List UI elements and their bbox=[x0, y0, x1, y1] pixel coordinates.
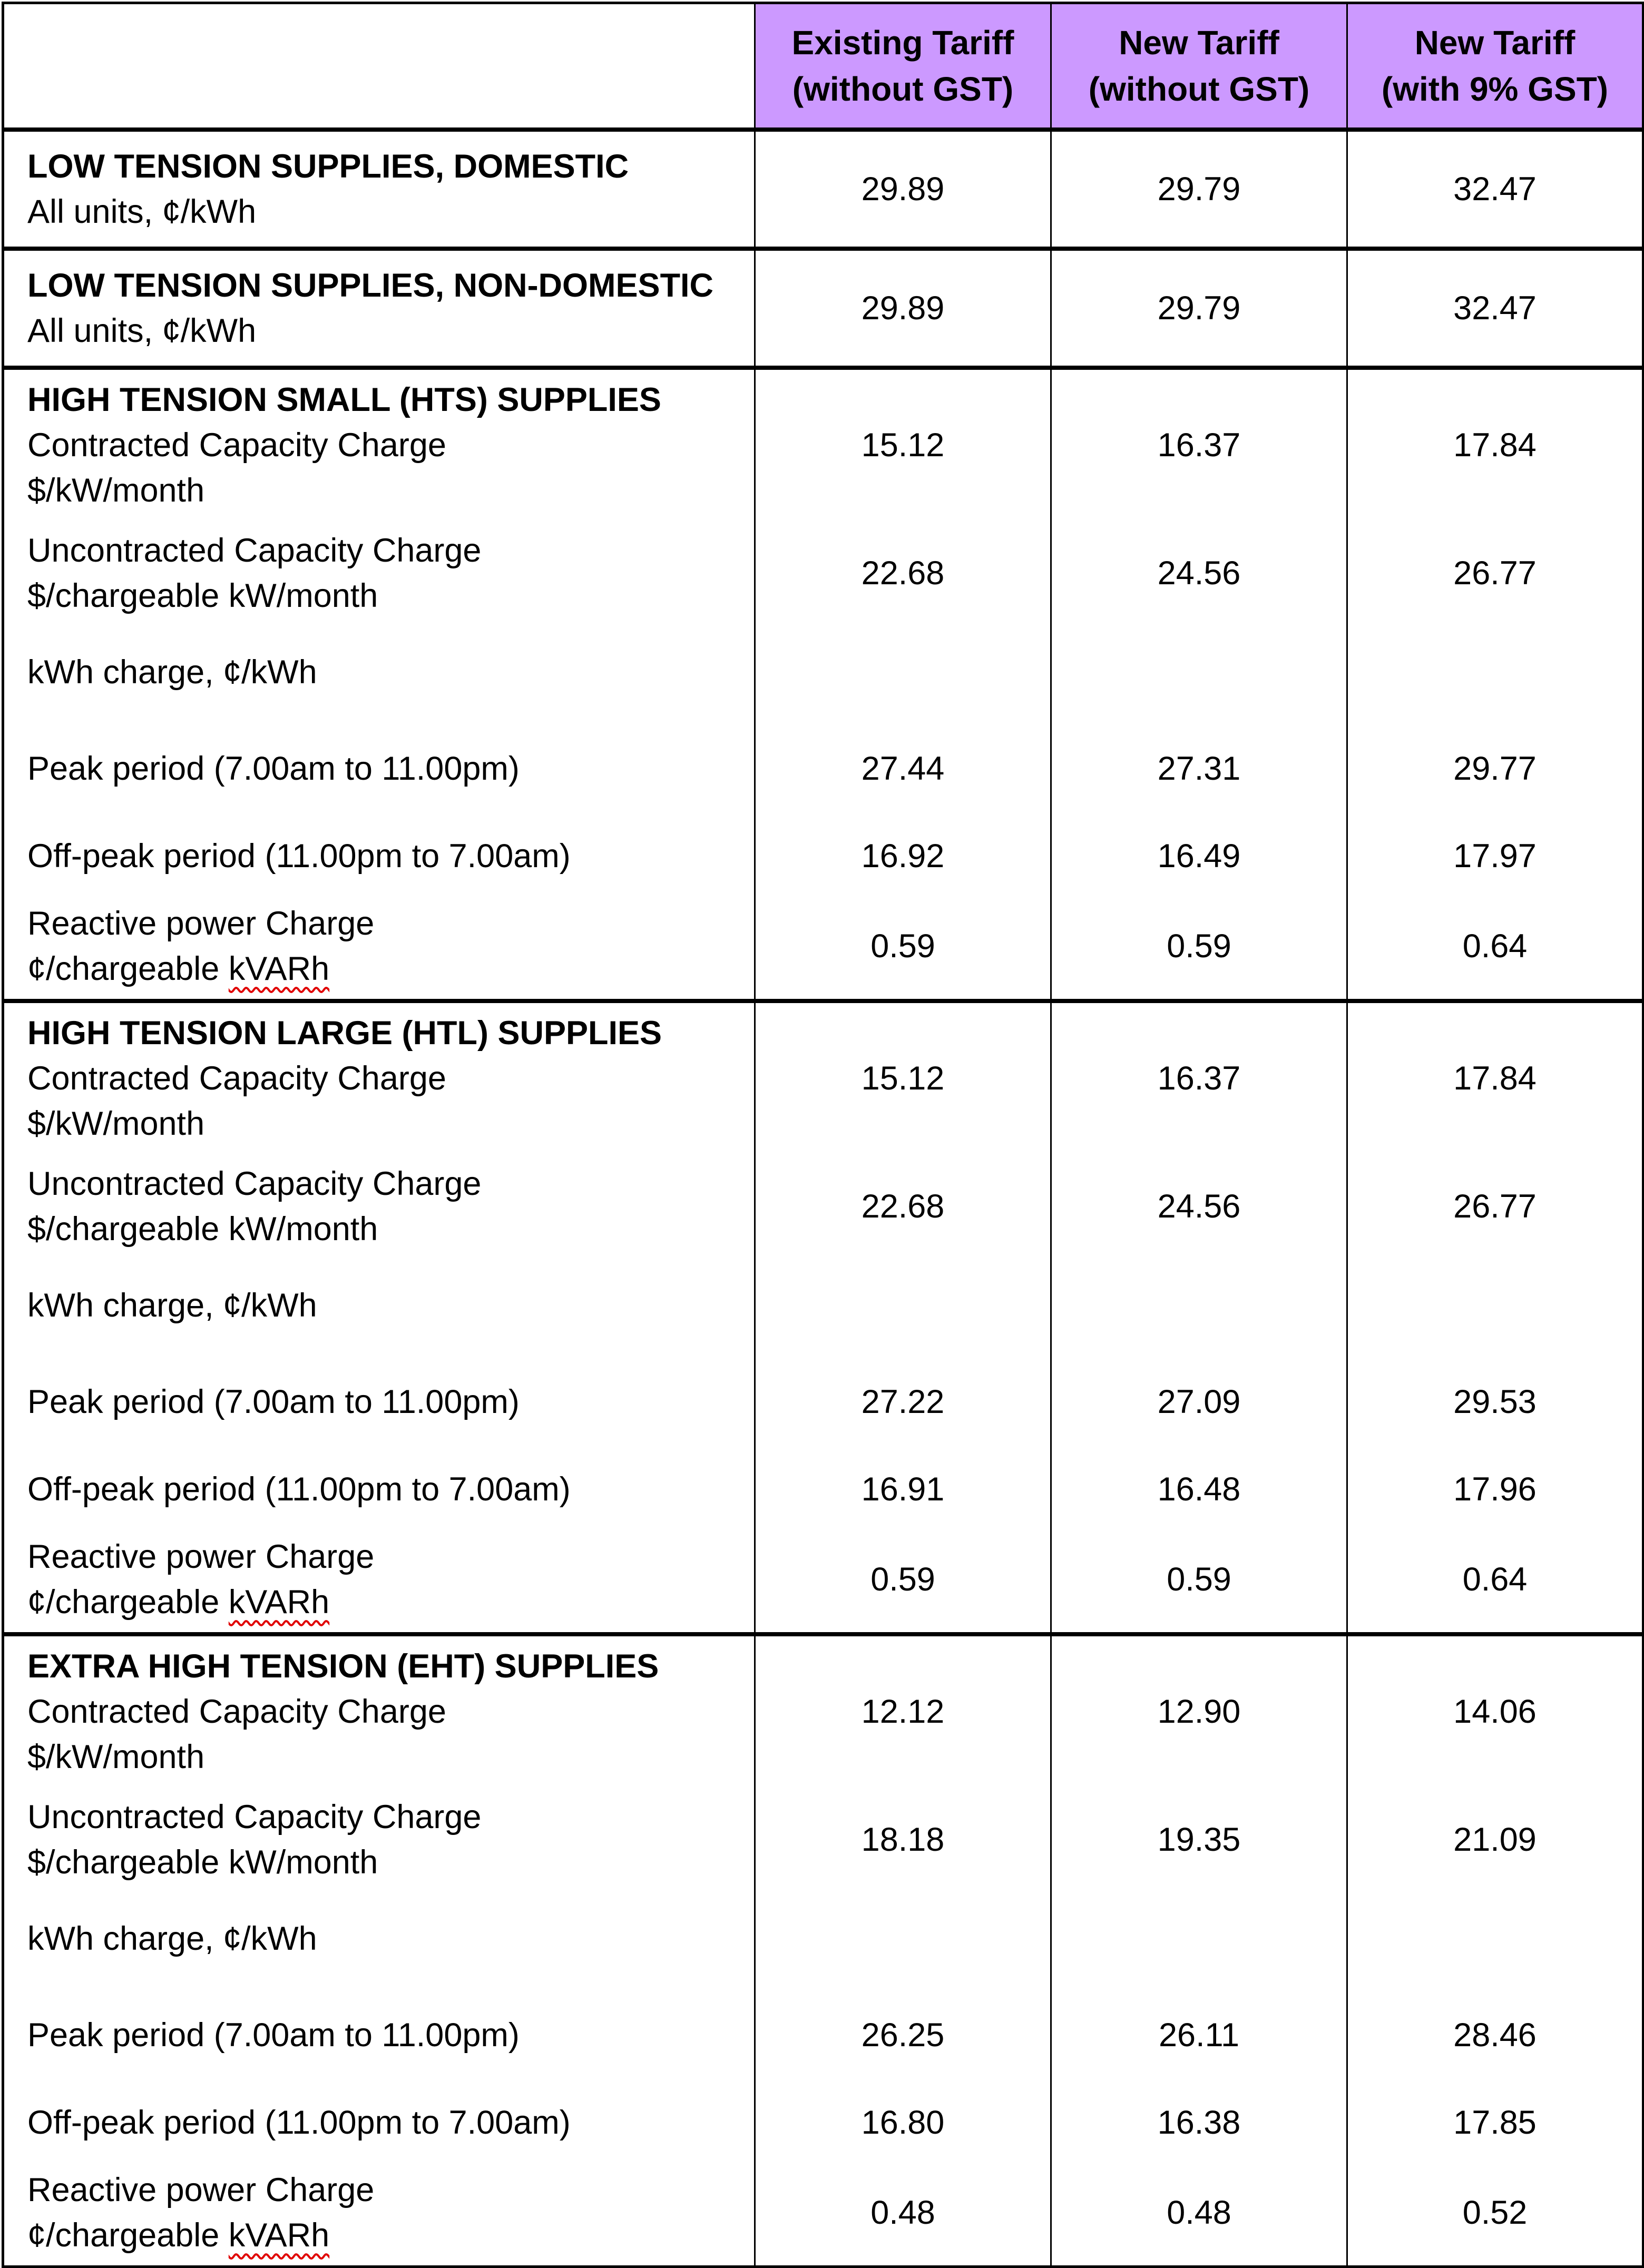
row-label-cell bbox=[3, 1259, 755, 1352]
row-unit: All units, ¢/kWh bbox=[27, 312, 257, 349]
value-cell: 17.85 bbox=[1347, 2085, 1643, 2160]
spellcheck-underline: kVARh bbox=[228, 950, 330, 987]
value-cell bbox=[1347, 626, 1643, 719]
value-cell: 16.37 bbox=[1051, 1001, 1347, 1154]
row-label: Contracted Capacity Charge bbox=[27, 426, 446, 464]
row-hts-uncontracted bbox=[3, 521, 1643, 626]
value-cell: 0.64 bbox=[1347, 1527, 1643, 1634]
row-label-cell bbox=[3, 819, 755, 894]
row-label: Reactive power Charge bbox=[27, 2171, 375, 2208]
row-unit: $/chargeable kW/month bbox=[27, 1210, 378, 1248]
row-eht-kwh-heading bbox=[3, 1892, 1643, 1985]
row-label: kWh charge, ¢/kWh bbox=[27, 1287, 317, 1324]
value-cell: 12.12 bbox=[755, 1634, 1051, 1787]
row-label-cell bbox=[3, 719, 755, 819]
header-line-2: (without GST) bbox=[792, 70, 1014, 108]
value-cell bbox=[1347, 1259, 1643, 1352]
row-eht-peak bbox=[3, 1985, 1643, 2085]
row-label: Reactive power Charge bbox=[27, 1538, 375, 1575]
header-line-1: Existing Tariff bbox=[791, 23, 1014, 62]
value-cell bbox=[755, 1259, 1051, 1352]
row-label-cell bbox=[3, 1154, 755, 1259]
row-hts-kwh-heading bbox=[3, 626, 1643, 719]
value-cell bbox=[1347, 1892, 1643, 1985]
value-cell: 29.79 bbox=[1051, 249, 1347, 368]
value-cell: 22.68 bbox=[755, 1154, 1051, 1259]
value-cell: 16.91 bbox=[755, 1452, 1051, 1527]
row-unit: ¢/chargeable kVARh bbox=[27, 1583, 330, 1621]
value-cell: 0.48 bbox=[1051, 2160, 1347, 2267]
row-unit: $/kW/month bbox=[27, 472, 205, 509]
row-eht-contracted bbox=[3, 1634, 1643, 1787]
row-label-cell bbox=[3, 1634, 755, 1787]
row-label: Peak period (7.00am to 11.00pm) bbox=[27, 750, 520, 787]
value-cell: 29.53 bbox=[1347, 1352, 1643, 1452]
row-hts-peak bbox=[3, 719, 1643, 819]
row-unit: $/chargeable kW/month bbox=[27, 1843, 378, 1881]
row-label: Peak period (7.00am to 11.00pm) bbox=[27, 2016, 520, 2054]
value-cell: 27.22 bbox=[755, 1352, 1051, 1452]
row-label-cell bbox=[3, 1527, 755, 1634]
value-cell: 24.56 bbox=[1051, 1154, 1347, 1259]
value-cell: 26.77 bbox=[1347, 1154, 1643, 1259]
value-cell: 0.59 bbox=[755, 894, 1051, 1001]
value-cell: 26.25 bbox=[755, 1985, 1051, 2085]
value-cell: 16.37 bbox=[1051, 368, 1347, 521]
row-label: Reactive power Charge bbox=[27, 905, 375, 942]
section-title: HIGH TENSION LARGE (HTL) SUPPLIES bbox=[27, 1014, 662, 1052]
value-cell: 0.48 bbox=[755, 2160, 1051, 2267]
value-cell: 0.52 bbox=[1347, 2160, 1643, 2267]
document-page bbox=[0, 2, 1644, 2254]
value-cell: 27.09 bbox=[1051, 1352, 1347, 1452]
value-cell: 17.84 bbox=[1347, 1001, 1643, 1154]
value-cell: 19.35 bbox=[1051, 1787, 1347, 1892]
row-eht-reactive bbox=[3, 2160, 1643, 2267]
row-label-cell bbox=[3, 2085, 755, 2160]
value-cell: 17.84 bbox=[1347, 368, 1643, 521]
value-cell: 29.77 bbox=[1347, 719, 1643, 819]
value-cell: 26.77 bbox=[1347, 521, 1643, 626]
value-cell: 26.11 bbox=[1051, 1985, 1347, 2085]
row-label: Off-peak period (11.00pm to 7.00am) bbox=[27, 2104, 571, 2141]
row-label: Contracted Capacity Charge bbox=[27, 1693, 446, 1730]
row-htl-uncontracted bbox=[3, 1154, 1643, 1259]
row-label-cell bbox=[3, 626, 755, 719]
header-existing-tariff bbox=[755, 3, 1051, 130]
value-cell bbox=[1051, 1892, 1347, 1985]
row-unit: ¢/chargeable kVARh bbox=[27, 950, 330, 987]
row-label: Uncontracted Capacity Charge bbox=[27, 1798, 482, 1835]
value-cell: 0.64 bbox=[1347, 894, 1643, 1001]
corner-cell bbox=[3, 3, 755, 130]
row-label: kWh charge, ¢/kWh bbox=[27, 1920, 317, 1957]
row-unit: $/kW/month bbox=[27, 1738, 205, 1775]
row-label: Peak period (7.00am to 11.00pm) bbox=[27, 1383, 520, 1420]
row-htl-offpeak bbox=[3, 1452, 1643, 1527]
row-htl-reactive bbox=[3, 1527, 1643, 1634]
spellcheck-underline: kVARh bbox=[228, 2216, 330, 2254]
row-label: Uncontracted Capacity Charge bbox=[27, 1165, 482, 1202]
row-label-cell bbox=[3, 1352, 755, 1452]
row-label: Off-peak period (11.00pm to 7.00am) bbox=[27, 837, 571, 875]
row-label-cell bbox=[3, 249, 755, 368]
value-cell bbox=[1051, 626, 1347, 719]
row-label-cell bbox=[3, 1985, 755, 2085]
value-cell: 16.92 bbox=[755, 819, 1051, 894]
row-htl-contracted bbox=[3, 1001, 1643, 1154]
row-unit: All units, ¢/kWh bbox=[27, 193, 257, 230]
value-cell: 24.56 bbox=[1051, 521, 1347, 626]
row-hts-contracted bbox=[3, 368, 1643, 521]
value-cell bbox=[755, 1892, 1051, 1985]
row-label-cell bbox=[3, 1452, 755, 1527]
value-cell: 27.31 bbox=[1051, 719, 1347, 819]
row-label: kWh charge, ¢/kWh bbox=[27, 653, 317, 691]
row-unit: ¢/chargeable kVARh bbox=[27, 2216, 330, 2254]
value-cell: 14.06 bbox=[1347, 1634, 1643, 1787]
section-title: LOW TENSION SUPPLIES, DOMESTIC bbox=[27, 148, 629, 185]
header-line-2: (without GST) bbox=[1088, 70, 1310, 108]
tariff-table bbox=[2, 2, 1644, 2268]
value-cell: 16.38 bbox=[1051, 2085, 1347, 2160]
value-cell: 29.89 bbox=[755, 249, 1051, 368]
value-cell: 22.68 bbox=[755, 521, 1051, 626]
value-cell: 27.44 bbox=[755, 719, 1051, 819]
value-cell: 12.90 bbox=[1051, 1634, 1347, 1787]
value-cell: 0.59 bbox=[1051, 1527, 1347, 1634]
row-label: Off-peak period (11.00pm to 7.00am) bbox=[27, 1470, 571, 1508]
row-htl-peak bbox=[3, 1352, 1643, 1452]
value-cell bbox=[755, 626, 1051, 719]
value-cell: 0.59 bbox=[755, 1527, 1051, 1634]
value-cell: 32.47 bbox=[1347, 130, 1643, 249]
value-cell bbox=[1051, 1259, 1347, 1352]
section-title: HIGH TENSION SMALL (HTS) SUPPLIES bbox=[27, 381, 661, 418]
value-cell: 28.46 bbox=[1347, 1985, 1643, 2085]
header-line-1: New Tariff bbox=[1119, 23, 1279, 62]
value-cell: 15.12 bbox=[755, 368, 1051, 521]
row-label: Contracted Capacity Charge bbox=[27, 1059, 446, 1097]
row-hts-offpeak bbox=[3, 819, 1643, 894]
spellcheck-underline: kVARh bbox=[228, 1583, 330, 1621]
value-cell: 18.18 bbox=[755, 1787, 1051, 1892]
row-label-cell bbox=[3, 521, 755, 626]
row-hts-reactive bbox=[3, 894, 1643, 1001]
value-cell: 16.49 bbox=[1051, 819, 1347, 894]
header-new-tariff-gst bbox=[1347, 3, 1643, 130]
value-cell: 16.48 bbox=[1051, 1452, 1347, 1527]
header-line-2: (with 9% GST) bbox=[1381, 70, 1609, 108]
value-cell: 17.96 bbox=[1347, 1452, 1643, 1527]
value-cell: 17.97 bbox=[1347, 819, 1643, 894]
value-cell: 0.59 bbox=[1051, 894, 1347, 1001]
row-label-cell bbox=[3, 894, 755, 1001]
row-label-cell bbox=[3, 1001, 755, 1154]
row-unit: $/chargeable kW/month bbox=[27, 577, 378, 614]
row-eht-uncontracted bbox=[3, 1787, 1643, 1892]
row-unit: $/kW/month bbox=[27, 1105, 205, 1142]
row-label-cell bbox=[3, 130, 755, 249]
row-label-cell bbox=[3, 1892, 755, 1985]
header-line-1: New Tariff bbox=[1414, 23, 1576, 62]
header-new-tariff bbox=[1051, 3, 1347, 130]
value-cell: 32.47 bbox=[1347, 249, 1643, 368]
header-row bbox=[3, 3, 1643, 130]
value-cell: 29.89 bbox=[755, 130, 1051, 249]
section-title: LOW TENSION SUPPLIES, NON-DOMESTIC bbox=[27, 267, 714, 304]
row-htl-kwh-heading bbox=[3, 1259, 1643, 1352]
row-lt-non-domestic bbox=[3, 249, 1643, 368]
value-cell: 16.80 bbox=[755, 2085, 1051, 2160]
value-cell: 21.09 bbox=[1347, 1787, 1643, 1892]
row-label-cell bbox=[3, 368, 755, 521]
row-label-cell bbox=[3, 2160, 755, 2267]
row-label-cell bbox=[3, 1787, 755, 1892]
row-eht-offpeak bbox=[3, 2085, 1643, 2160]
value-cell: 29.79 bbox=[1051, 130, 1347, 249]
value-cell: 15.12 bbox=[755, 1001, 1051, 1154]
section-title: EXTRA HIGH TENSION (EHT) SUPPLIES bbox=[27, 1647, 659, 1685]
row-label: Uncontracted Capacity Charge bbox=[27, 532, 482, 569]
row-lt-domestic bbox=[3, 130, 1643, 249]
